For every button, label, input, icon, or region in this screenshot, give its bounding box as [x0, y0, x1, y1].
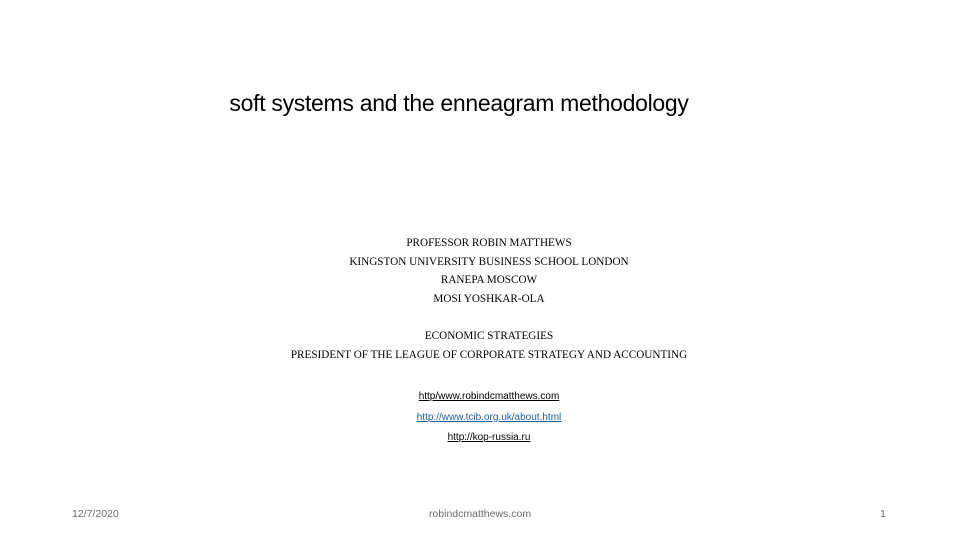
- links-list: [0, 387, 960, 449]
- spacer: [0, 308, 960, 327]
- slide-title: soft systems and the enneagram methodology: [229, 90, 689, 116]
- footer-page-number: 1: [880, 508, 886, 520]
- author-affiliation-kingston: KINGSTON UNIVERSITY BUSINESS SCHOOL LONDON: [349, 255, 629, 268]
- author-affiliation-ranepa: RANEPA MOSCOW: [440, 274, 538, 287]
- footer-website: robindcmatthews.com: [428, 508, 532, 520]
- author-block: [0, 234, 960, 365]
- author-affiliation-mosi: MOSI YOSHKAR-OLA: [433, 292, 545, 305]
- link-tcib[interactable]: http://www.tcib.org.uk/about.html: [416, 411, 562, 423]
- author-name: PROFESSOR ROBIN MATTHEWS: [406, 237, 572, 249]
- footer-date: 12/7/2020: [72, 508, 119, 520]
- link-robindcmatthews[interactable]: http/www.robindcmatthews.com: [418, 391, 560, 402]
- role-president: PRESIDENT OF THE LEAGUE OF CORPORATE STRATEGY AND ACCOUNTING: [290, 348, 688, 361]
- link-kop-russia[interactable]: http://kop-russia.ru: [447, 432, 531, 443]
- role-economic-strategies: ECONOMIC STRATEGIES: [424, 330, 554, 343]
